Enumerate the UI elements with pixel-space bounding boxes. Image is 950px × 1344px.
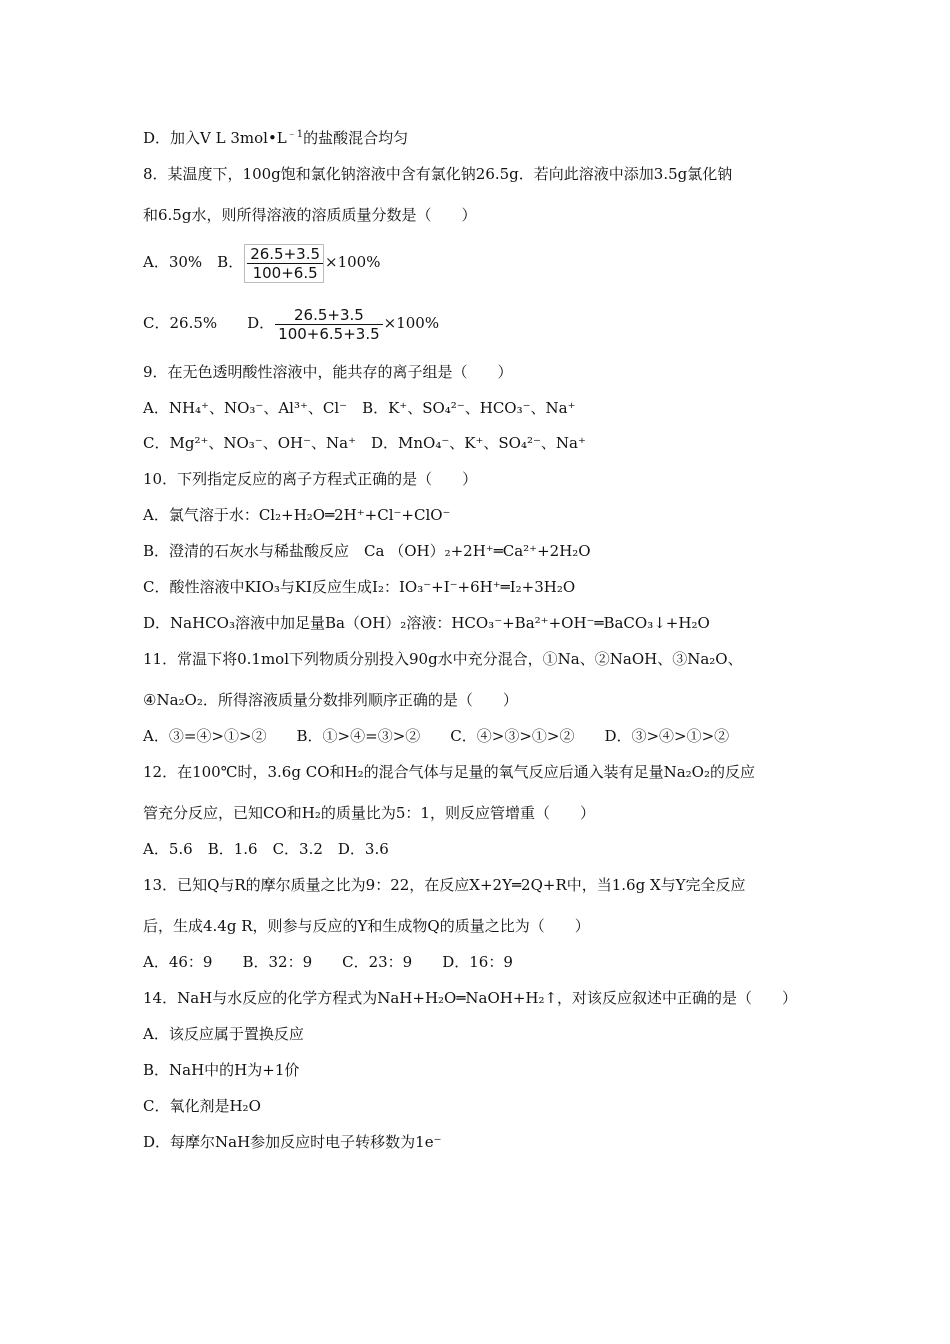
q7-option-d (143, 128, 408, 148)
q8-option-d-fraction (275, 306, 382, 343)
q11-stem-line1: 11．常温下将0.1mol下列物质分别投入90g水中充分混合，①Na、②NaOH、③Na₂O、 (143, 650, 743, 668)
q8-option-b-fraction (244, 244, 324, 283)
fraction-denominator: 100+6.5 (252, 263, 318, 282)
q8-option-c: C．26.5% D． (143, 314, 275, 332)
q10-option-b: B．澄清的石灰水与稀盐酸反应 Ca （OH）₂+2H⁺═Ca²⁺+2H₂O (143, 542, 591, 560)
fraction-denominator: 100+6.5+3.5 (278, 324, 380, 343)
q8-option-b-tail: ×100% (325, 253, 381, 271)
q8-stem-line2: 和6.5g水，则所得溶液的溶质质量分数是（ ） (143, 206, 477, 224)
q7-option-d-text: D．加入V L 3mol•L (143, 129, 287, 147)
q14-option-d: D．每摩尔NaH参加反应时电子转移数为1e⁻ (143, 1133, 442, 1151)
q10-option-d: D．NaHCO₃溶液中加足量Ba（OH）₂溶液：HCO₃⁻+Ba²⁺+OH⁻═BaCO₃↓+H₂O (143, 614, 710, 632)
q8-option-d-tail: ×100% (383, 314, 440, 332)
q8-option-a: A．30% B． (143, 253, 244, 271)
q12-options: A．5.6 B．1.6 C．3.2 D．3.6 (143, 840, 389, 858)
fraction-numerator: 26.5+3.5 (275, 306, 382, 325)
q9-options-ab: A．NH₄⁺、NO₃⁻、Al³⁺、Cl⁻ B．K⁺、SO₄²⁻、HCO₃⁻、Na⁺ (143, 399, 576, 417)
q14-option-c: C．氧化剂是H₂O (143, 1097, 261, 1115)
q8-stem-line1: 8．某温度下，100g饱和氯化钠溶液中含有氯化钠26.5g．若向此溶液中添加3.5g氯化钠 (143, 165, 733, 183)
q14-stem: 14．NaH与水反应的化学方程式为NaH+H₂O═NaOH+H₂↑，对该反应叙述中正确的是（ ） (143, 989, 798, 1007)
q7-option-d-text-end: 的盐酸混合均匀 (303, 129, 409, 147)
q11-options: A．③=④>①>② B．①>④=③>② C．④>③>①>② D．③>④>①>② (143, 727, 730, 745)
q9-options-cd: C．Mg²⁺、NO₃⁻、OH⁻、Na⁺ D．MnO₄⁻、K⁺、SO₄²⁻、Na⁺ (143, 434, 586, 452)
q13-options: A．46：9 B．32：9 C．23：9 D．16：9 (143, 953, 513, 971)
superscript: ﹣1 (286, 129, 304, 140)
q13-stem-line2: 后，生成4.4g R，则参与反应的Y和生成物Q的质量之比为（ ） (143, 917, 590, 935)
q14-option-b: B．NaH中的H为+1价 (143, 1061, 300, 1079)
q14-option-a: A．该反应属于置换反应 (143, 1025, 304, 1043)
q11-stem-line2: ④Na₂O₂．所得溶液质量分数排列顺序正确的是（ ） (143, 691, 518, 709)
q8-options-cd (143, 304, 439, 343)
q8-options-ab (143, 243, 380, 283)
q12-stem-line2: 管充分反应，已知CO和H₂的质量比为5：1，则反应管增重（ ） (143, 804, 595, 822)
q10-option-a: A．氯气溶于水：Cl₂+H₂O═2H⁺+Cl⁻+ClO⁻ (143, 506, 451, 524)
q12-stem-line1: 12．在100℃时，3.6g CO和H₂的混合气体与足量的氧气反应后通入装有足量Na₂O₂的反应 (143, 763, 755, 781)
q10-option-c: C．酸性溶液中KIO₃与KI反应生成I₂：IO₃⁻+I⁻+6H⁺═I₂+3H₂O (143, 578, 576, 596)
q13-stem-line1: 13．已知Q与R的摩尔质量之比为9：22，在反应X+2Y═2Q+R中，当1.6g X与Y完全反应 (143, 876, 746, 894)
q10-stem: 10．下列指定反应的离子方程式正确的是（ ） (143, 470, 478, 488)
q9-stem: 9．在无色透明酸性溶液中，能共存的离子组是（ ） (143, 363, 513, 381)
fraction-numerator: 26.5+3.5 (247, 245, 323, 264)
